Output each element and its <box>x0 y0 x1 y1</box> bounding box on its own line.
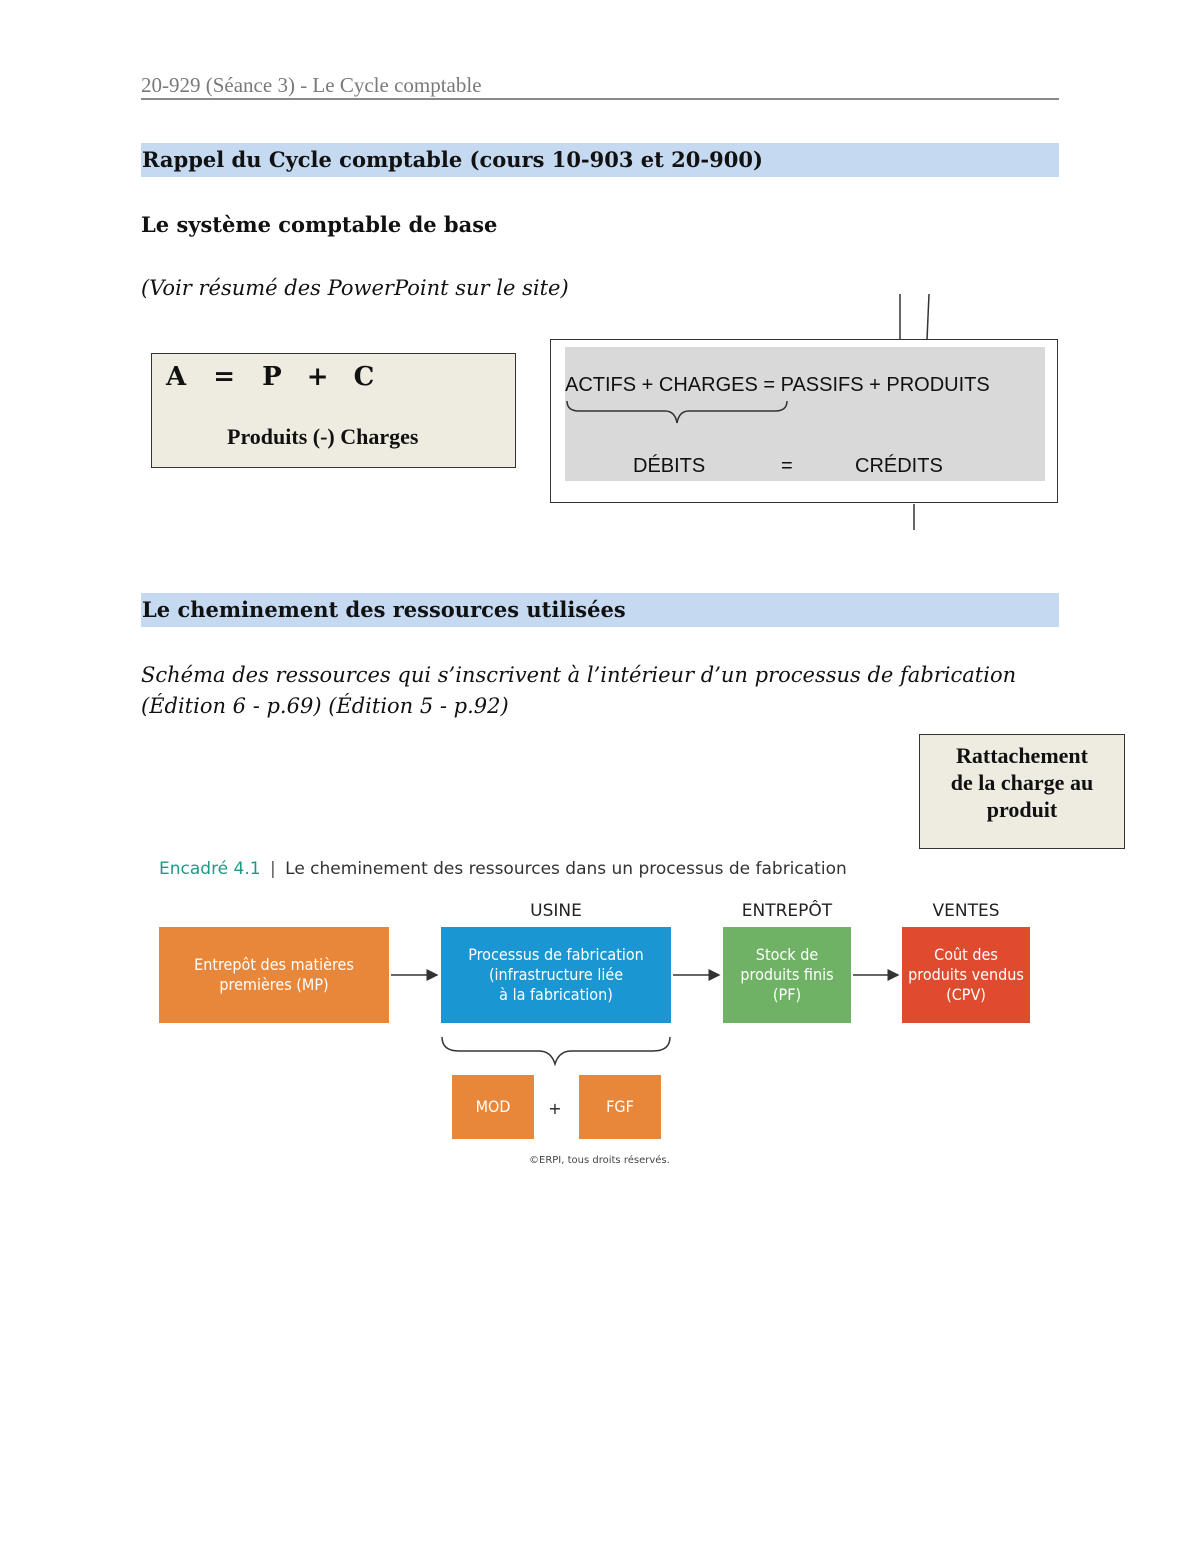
rattachement-box <box>919 734 1125 849</box>
box-cpv-line2: produits vendus <box>908 965 1024 984</box>
rattachement-line1: Rattachement <box>956 743 1088 768</box>
powerpoint-note: (Voir résumé des PowerPoint sur le site) <box>141 276 569 300</box>
equation-apc <box>166 362 374 392</box>
box-cpv-line3: (CPV) <box>946 985 986 1004</box>
debit-credit-inner <box>565 347 1045 481</box>
section-subtitle: Le système comptable de base <box>141 212 498 237</box>
box-process-line3: à la fabrication) <box>499 985 613 1004</box>
figure-copyright: ©ERPI, tous droits réservés. <box>529 1155 670 1166</box>
box-pf-line3: (PF) <box>772 985 802 1004</box>
column-usine: USINE <box>530 901 582 921</box>
credits-label: CRÉDITS <box>855 455 943 477</box>
eq-plus: + <box>306 362 329 392</box>
section-band-rappel: Rappel du Cycle comptable (cours 10-903 et 20-900) <box>141 143 1059 177</box>
caption-separator: | <box>270 859 276 879</box>
debit-brace <box>565 399 795 429</box>
column-entrepot: ENTREPÔT <box>741 901 833 921</box>
rattachement-line2: de la charge au <box>950 770 1094 795</box>
column-ventes: VENTES <box>932 901 1000 921</box>
debit-credit-box <box>550 339 1058 503</box>
box-fgf: FGF <box>579 1075 661 1139</box>
box-process-line2: (infrastructure liée <box>488 965 624 984</box>
section-band-cheminement: Le cheminement des ressources utilisées <box>141 593 1059 627</box>
equation-box <box>151 353 516 468</box>
mod-fgf-plus: + <box>548 1099 562 1118</box>
box-cpv-line1: Coût des <box>934 945 998 964</box>
box-pf-line2: produits finis <box>740 965 834 984</box>
accounting-equation-line: ACTIFS + CHARGES = PASSIFS + PRODUITS <box>565 374 990 396</box>
eq-a: A <box>166 362 187 392</box>
produits-charges: Produits (-) Charges <box>227 424 419 449</box>
encadre-label: Encadré 4.1 <box>159 859 261 879</box>
box-mp-line2: premières (MP) <box>219 975 329 994</box>
schema-description: Schéma des ressources qui s’inscrivent à l’intérieur d’un processus de fabrication <box>141 663 1017 687</box>
eq-equals: = <box>213 362 236 392</box>
box-mod: MOD <box>452 1075 534 1139</box>
encadre-title: Le cheminement des ressources dans un processus de fabrication <box>285 859 847 879</box>
eq-p: P <box>262 362 282 392</box>
box-pf-line1: Stock de <box>755 945 819 964</box>
box-mp-line1: Entrepôt des matières <box>194 955 354 974</box>
process-brace <box>442 1037 670 1064</box>
figure-encadre <box>159 859 1039 1179</box>
rattachement-line3: produit <box>986 797 1058 822</box>
edition-references: (Édition 6 - p.69) (Édition 5 - p.92) <box>141 694 509 718</box>
box-process-line1: Processus de fabrication <box>468 945 644 964</box>
document-header: 20-929 (Séance 3) - Le Cycle comptable <box>141 72 1059 100</box>
equals-label: = <box>781 455 793 477</box>
eq-c: C <box>353 362 375 392</box>
debits-label: DÉBITS <box>633 455 706 477</box>
